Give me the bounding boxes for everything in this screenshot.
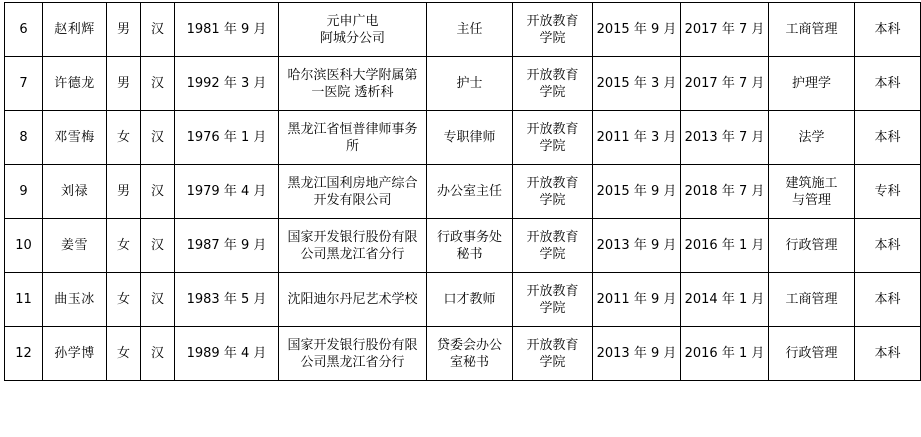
cell-name: 孙学博 — [43, 327, 107, 381]
cell-name: 赵利辉 — [43, 3, 107, 57]
cell-index: 7 — [5, 57, 43, 111]
cell-unit: 元申广电 阿城分公司 — [279, 3, 427, 57]
student-roster-table — [4, 2, 921, 381]
cell-nation: 汉 — [141, 3, 175, 57]
table-row — [5, 111, 921, 165]
table-row — [5, 327, 921, 381]
cell-birth: 1981 年 9 月 — [175, 3, 279, 57]
cell-nation: 汉 — [141, 111, 175, 165]
cell-nation: 汉 — [141, 219, 175, 273]
cell-unit: 国家开发银行股份有限 公司黑龙江省分行 — [279, 327, 427, 381]
cell-index: 12 — [5, 327, 43, 381]
cell-end-date: 2016 年 1 月 — [681, 219, 769, 273]
cell-post: 护士 — [427, 57, 513, 111]
cell-major: 工商管理 — [769, 273, 855, 327]
cell-end-date: 2017 年 7 月 — [681, 3, 769, 57]
cell-major: 护理学 — [769, 57, 855, 111]
cell-sex: 男 — [107, 57, 141, 111]
cell-start-date: 2013 年 9 月 — [593, 219, 681, 273]
cell-birth: 1989 年 4 月 — [175, 327, 279, 381]
cell-name: 邓雪梅 — [43, 111, 107, 165]
cell-start-date: 2015 年 9 月 — [593, 165, 681, 219]
cell-major: 行政管理 — [769, 219, 855, 273]
cell-sex: 男 — [107, 3, 141, 57]
cell-school: 开放教育 学院 — [513, 273, 593, 327]
cell-school: 开放教育 学院 — [513, 327, 593, 381]
cell-nation: 汉 — [141, 57, 175, 111]
cell-index: 9 — [5, 165, 43, 219]
cell-post: 主任 — [427, 3, 513, 57]
cell-post: 口才教师 — [427, 273, 513, 327]
cell-end-date: 2013 年 7 月 — [681, 111, 769, 165]
cell-birth: 1983 年 5 月 — [175, 273, 279, 327]
table-body — [5, 3, 921, 381]
cell-sex: 女 — [107, 327, 141, 381]
cell-end-date: 2018 年 7 月 — [681, 165, 769, 219]
cell-name: 许德龙 — [43, 57, 107, 111]
cell-start-date: 2015 年 9 月 — [593, 3, 681, 57]
cell-birth: 1976 年 1 月 — [175, 111, 279, 165]
cell-start-date: 2011 年 9 月 — [593, 273, 681, 327]
cell-name: 曲玉冰 — [43, 273, 107, 327]
cell-nation: 汉 — [141, 165, 175, 219]
table-row — [5, 57, 921, 111]
cell-unit: 沈阳迪尔丹尼艺术学校 — [279, 273, 427, 327]
cell-major: 行政管理 — [769, 327, 855, 381]
table-row — [5, 165, 921, 219]
cell-post: 行政事务处 秘书 — [427, 219, 513, 273]
cell-unit: 黑龙江国利房地产综合 开发有限公司 — [279, 165, 427, 219]
cell-degree: 本科 — [855, 327, 921, 381]
document-page — [0, 2, 901, 437]
cell-end-date: 2016 年 1 月 — [681, 327, 769, 381]
cell-end-date: 2017 年 7 月 — [681, 57, 769, 111]
cell-start-date: 2011 年 3 月 — [593, 111, 681, 165]
cell-post: 贷委会办公 室秘书 — [427, 327, 513, 381]
cell-sex: 女 — [107, 273, 141, 327]
cell-index: 6 — [5, 3, 43, 57]
cell-unit: 国家开发银行股份有限 公司黑龙江省分行 — [279, 219, 427, 273]
cell-start-date: 2015 年 3 月 — [593, 57, 681, 111]
cell-sex: 女 — [107, 219, 141, 273]
cell-degree: 本科 — [855, 273, 921, 327]
table-row — [5, 273, 921, 327]
cell-birth: 1987 年 9 月 — [175, 219, 279, 273]
cell-end-date: 2014 年 1 月 — [681, 273, 769, 327]
cell-major: 建筑施工 与管理 — [769, 165, 855, 219]
cell-school: 开放教育 学院 — [513, 57, 593, 111]
cell-degree: 专科 — [855, 165, 921, 219]
cell-nation: 汉 — [141, 327, 175, 381]
cell-index: 8 — [5, 111, 43, 165]
cell-nation: 汉 — [141, 273, 175, 327]
cell-school: 开放教育 学院 — [513, 111, 593, 165]
cell-index: 10 — [5, 219, 43, 273]
cell-degree: 本科 — [855, 111, 921, 165]
cell-index: 11 — [5, 273, 43, 327]
cell-name: 姜雪 — [43, 219, 107, 273]
cell-unit: 哈尔滨医科大学附属第 一医院 透析科 — [279, 57, 427, 111]
cell-school: 开放教育 学院 — [513, 3, 593, 57]
cell-sex: 男 — [107, 165, 141, 219]
cell-major: 工商管理 — [769, 3, 855, 57]
cell-birth: 1992 年 3 月 — [175, 57, 279, 111]
cell-birth: 1979 年 4 月 — [175, 165, 279, 219]
cell-sex: 女 — [107, 111, 141, 165]
cell-degree: 本科 — [855, 219, 921, 273]
table-row — [5, 3, 921, 57]
cell-school: 开放教育 学院 — [513, 165, 593, 219]
cell-degree: 本科 — [855, 3, 921, 57]
cell-post: 办公室主任 — [427, 165, 513, 219]
cell-major: 法学 — [769, 111, 855, 165]
cell-school: 开放教育 学院 — [513, 219, 593, 273]
cell-post: 专职律师 — [427, 111, 513, 165]
table-row — [5, 219, 921, 273]
cell-start-date: 2013 年 9 月 — [593, 327, 681, 381]
cell-name: 刘禄 — [43, 165, 107, 219]
cell-degree: 本科 — [855, 57, 921, 111]
cell-unit: 黑龙江省恒普律师事务 所 — [279, 111, 427, 165]
